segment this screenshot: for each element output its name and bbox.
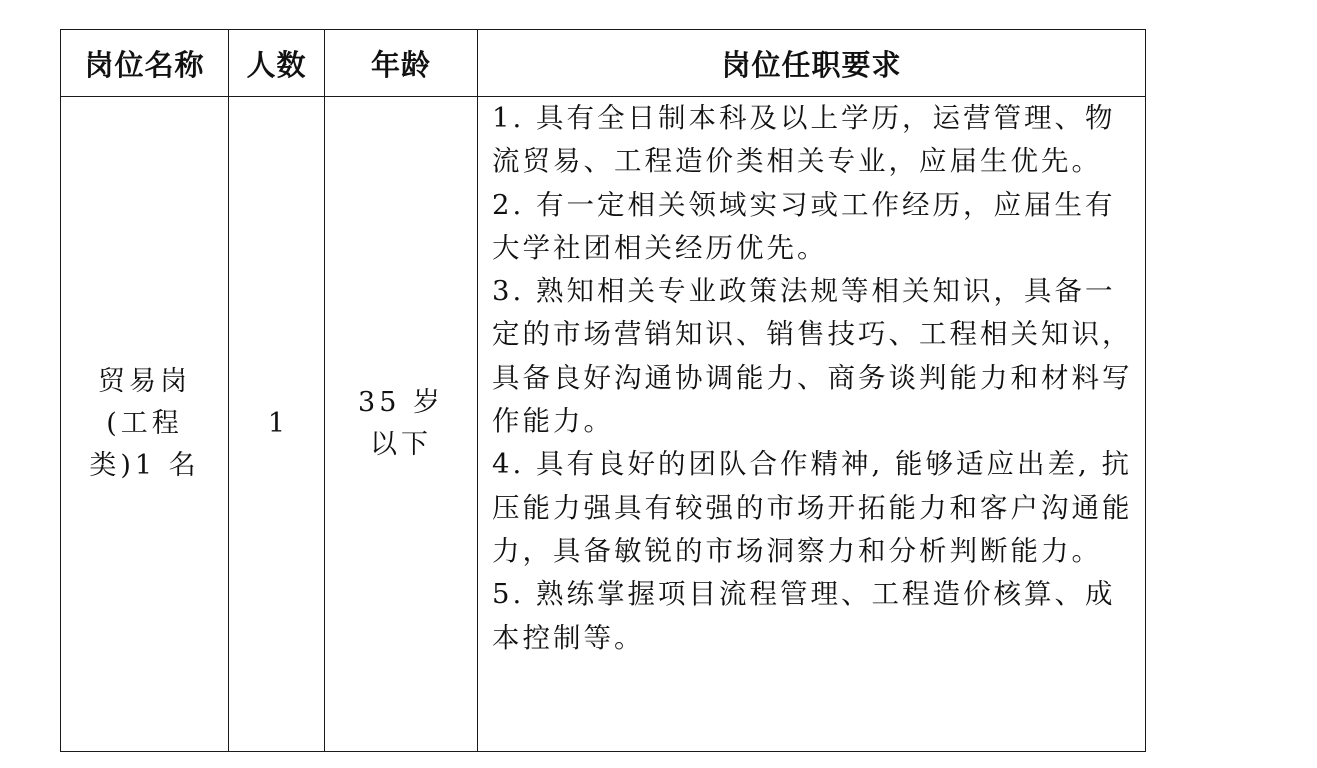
requirements-cell	[478, 97, 1146, 752]
position-line: (工程	[106, 408, 183, 439]
position-line: 贸易岗	[98, 366, 191, 397]
table-row	[61, 97, 1146, 752]
job-requirements-table	[60, 29, 1146, 752]
header-count: 人数	[229, 30, 325, 97]
requirement-item: 3. 熟知相关专业政策法规等相关知识，具备一定的市场营销知识、销售技巧、工程相关知识，具备良好沟通协调能力、商务谈判能力和材料写作能力。	[492, 275, 1133, 438]
age-line: 以下	[370, 429, 432, 460]
header-age: 年龄	[325, 30, 478, 97]
age-cell	[325, 97, 478, 752]
requirement-item: 4. 具有良好的团队合作精神, 能够适应出差, 抗压能力强具有较强的市场开拓能力和客户沟通能力，具备敏锐的市场洞察力和分析判断能力。	[492, 448, 1133, 567]
table-header-row	[61, 30, 1146, 97]
requirement-item: 2. 有一定相关领域实习或工作经历，应届生有大学社团相关经历优先。	[492, 188, 1116, 264]
requirement-item: 5. 熟练掌握项目流程管理、工程造价核算、成本控制等。	[492, 578, 1116, 654]
requirement-item: 1. 具有全日制本科及以上学历，运营管理、物流贸易、工程造价类相关专业，应届生优先。	[492, 102, 1116, 178]
position-cell	[61, 97, 229, 752]
age-line: 35 岁	[358, 387, 444, 418]
position-line: 类)1 名	[89, 450, 200, 481]
count-cell: 1	[229, 97, 325, 752]
header-requirements: 岗位任职要求	[478, 30, 1146, 97]
header-position-name: 岗位名称	[61, 30, 229, 97]
